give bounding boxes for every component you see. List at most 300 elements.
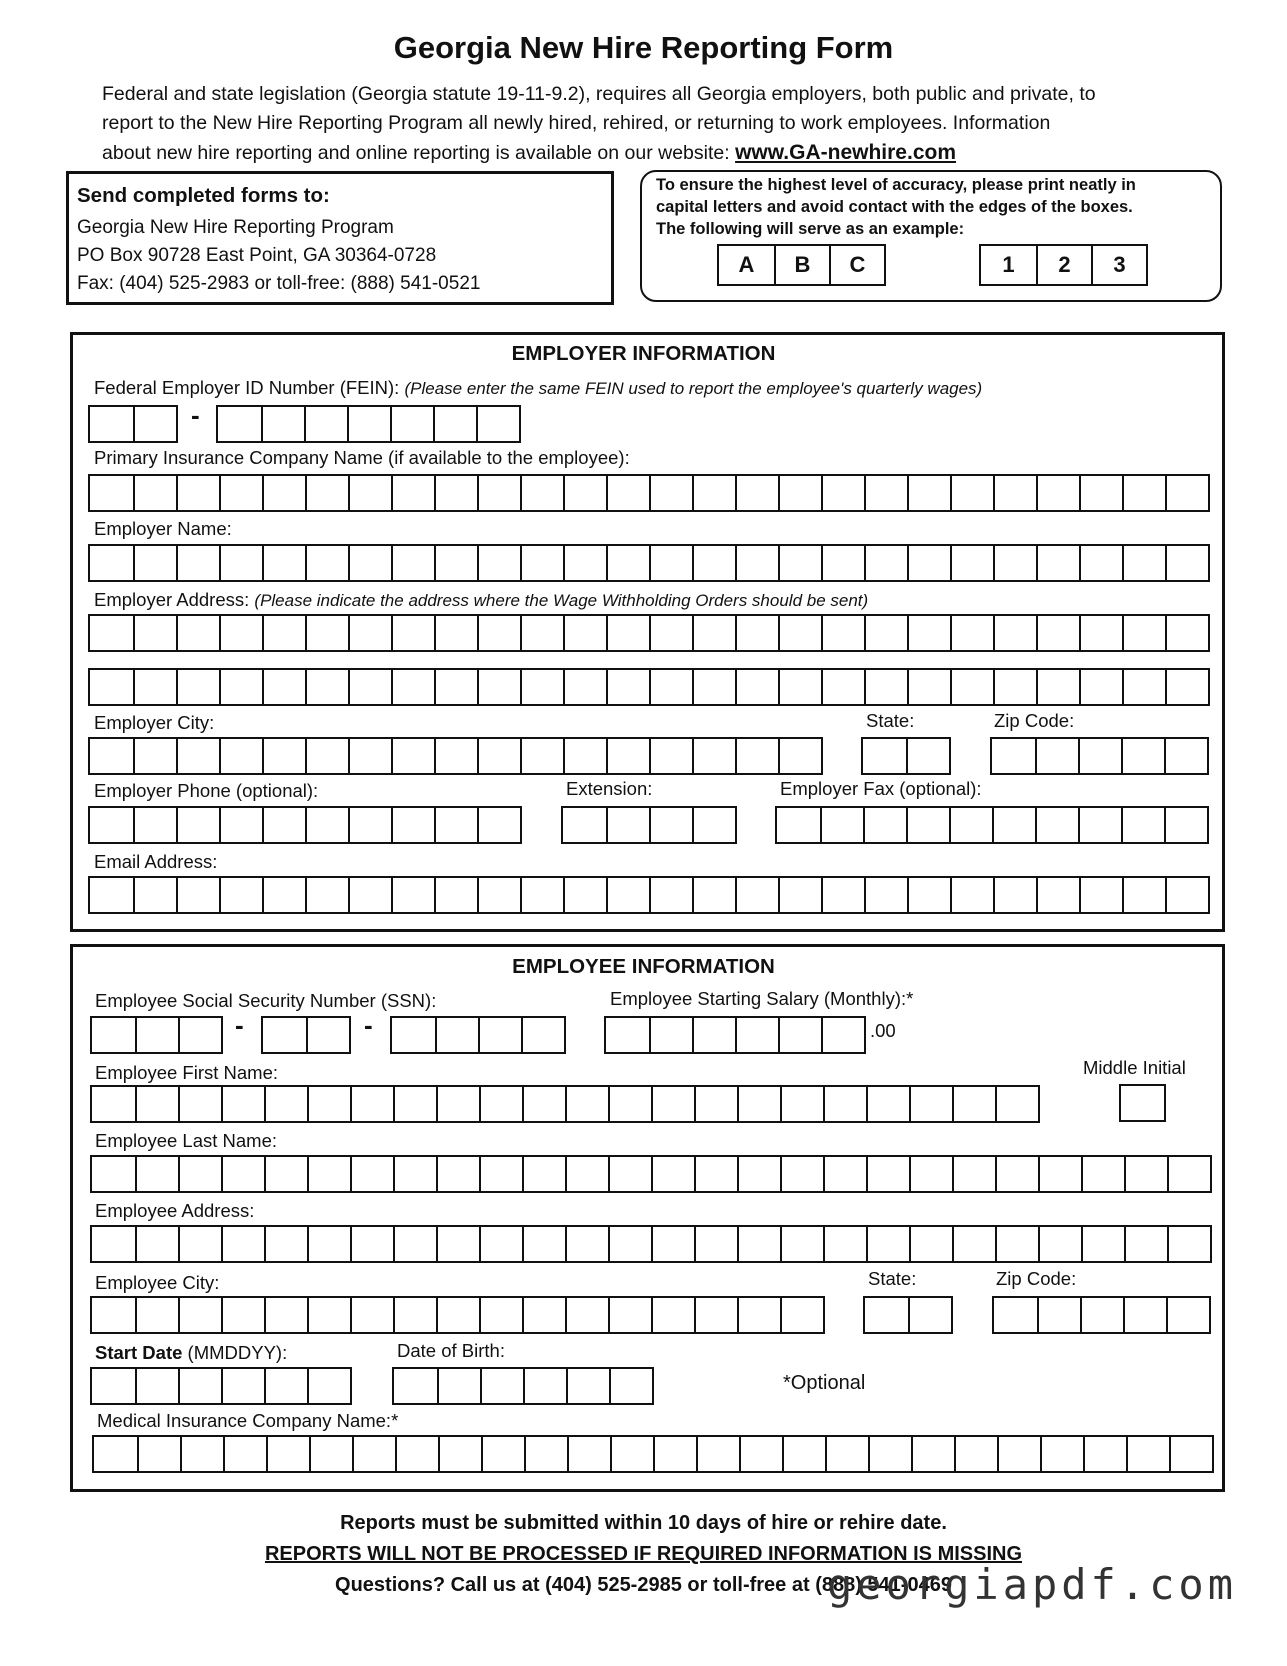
char-box[interactable] [92, 1298, 135, 1332]
char-box[interactable] [264, 1087, 307, 1121]
char-box[interactable] [395, 1437, 438, 1471]
char-box[interactable] [821, 1018, 864, 1052]
char-box[interactable] [436, 1298, 479, 1332]
char-box[interactable] [739, 1437, 782, 1471]
char-box[interactable] [262, 878, 305, 912]
char-box[interactable] [565, 1157, 608, 1191]
employer-name-input[interactable] [88, 544, 1210, 582]
employer-zip-input[interactable] [990, 737, 1209, 775]
ssn-area-input[interactable] [90, 1016, 223, 1054]
char-box[interactable] [219, 476, 262, 510]
char-box[interactable] [1079, 546, 1122, 580]
char-box[interactable] [778, 1018, 821, 1052]
char-box[interactable] [520, 739, 563, 773]
char-box[interactable] [350, 1227, 393, 1261]
char-box[interactable] [907, 878, 950, 912]
char-box[interactable] [1038, 1227, 1081, 1261]
char-box[interactable] [609, 1369, 652, 1403]
char-box[interactable] [262, 476, 305, 510]
char-box[interactable] [1122, 670, 1165, 704]
char-box[interactable] [565, 1227, 608, 1261]
char-box[interactable] [1038, 1157, 1081, 1191]
char-box[interactable] [735, 546, 778, 580]
char-box[interactable] [865, 1298, 908, 1332]
char-box[interactable] [137, 1437, 180, 1471]
char-box[interactable] [692, 1018, 735, 1052]
char-box[interactable] [610, 1437, 653, 1471]
char-box[interactable] [567, 1437, 610, 1471]
char-box[interactable] [692, 739, 735, 773]
char-box[interactable] [305, 546, 348, 580]
char-box[interactable] [778, 476, 821, 510]
char-box[interactable] [649, 878, 692, 912]
char-box[interactable] [694, 1087, 737, 1121]
char-box[interactable] [478, 1018, 521, 1052]
char-box[interactable] [907, 616, 950, 650]
char-box[interactable] [1126, 1437, 1169, 1471]
char-box[interactable] [737, 1227, 780, 1261]
char-box[interactable] [864, 546, 907, 580]
char-box[interactable] [135, 1298, 178, 1332]
char-box[interactable] [994, 1298, 1037, 1332]
char-box[interactable] [993, 476, 1036, 510]
char-box[interactable] [737, 1298, 780, 1332]
char-box[interactable] [863, 739, 906, 773]
char-box[interactable] [90, 739, 133, 773]
employer-fax-input[interactable] [775, 806, 1209, 844]
char-box[interactable] [522, 1157, 565, 1191]
char-box[interactable] [133, 546, 176, 580]
char-box[interactable] [262, 616, 305, 650]
char-box[interactable] [992, 808, 1035, 842]
char-box[interactable] [262, 808, 305, 842]
fein-prefix-input[interactable] [88, 405, 178, 443]
char-box[interactable] [1035, 808, 1078, 842]
char-box[interactable] [479, 1087, 522, 1121]
char-box[interactable] [262, 670, 305, 704]
char-box[interactable] [950, 670, 993, 704]
char-box[interactable] [176, 670, 219, 704]
char-box[interactable] [436, 1157, 479, 1191]
char-box[interactable] [521, 1018, 564, 1052]
char-box[interactable] [1165, 878, 1208, 912]
char-box[interactable] [391, 739, 434, 773]
char-box[interactable] [993, 670, 1036, 704]
char-box[interactable] [949, 808, 992, 842]
char-box[interactable] [993, 878, 1036, 912]
char-box[interactable] [523, 1369, 566, 1403]
char-box[interactable] [735, 739, 778, 773]
char-box[interactable] [992, 739, 1035, 773]
char-box[interactable] [563, 616, 606, 650]
char-box[interactable] [133, 808, 176, 842]
char-box[interactable] [350, 1087, 393, 1121]
char-box[interactable] [997, 1437, 1040, 1471]
char-box[interactable] [649, 546, 692, 580]
char-box[interactable] [1036, 616, 1079, 650]
char-box[interactable] [909, 1157, 952, 1191]
char-box[interactable] [92, 1369, 135, 1403]
char-box[interactable] [264, 1369, 307, 1403]
char-box[interactable] [649, 616, 692, 650]
char-box[interactable] [178, 1369, 221, 1403]
char-box[interactable] [348, 546, 391, 580]
char-box[interactable] [434, 878, 477, 912]
first-name-input[interactable] [90, 1085, 1040, 1123]
char-box[interactable] [735, 670, 778, 704]
char-box[interactable] [820, 808, 863, 842]
char-box[interactable] [1079, 878, 1122, 912]
char-box[interactable] [1040, 1437, 1083, 1471]
char-box[interactable] [178, 1157, 221, 1191]
char-box[interactable] [307, 1369, 350, 1403]
char-box[interactable] [435, 1018, 478, 1052]
char-box[interactable] [563, 878, 606, 912]
char-box[interactable] [649, 1018, 692, 1052]
char-box[interactable] [477, 476, 520, 510]
employee-city-input[interactable] [90, 1296, 825, 1334]
char-box[interactable] [864, 878, 907, 912]
char-box[interactable] [304, 407, 347, 441]
char-box[interactable] [692, 616, 735, 650]
char-box[interactable] [178, 1087, 221, 1121]
char-box[interactable] [393, 1157, 436, 1191]
char-box[interactable] [90, 878, 133, 912]
char-box[interactable] [778, 670, 821, 704]
char-box[interactable] [520, 878, 563, 912]
char-box[interactable] [778, 739, 821, 773]
char-box[interactable] [522, 1298, 565, 1332]
char-box[interactable] [1123, 1298, 1166, 1332]
char-box[interactable] [1083, 1437, 1126, 1471]
dob-input[interactable] [392, 1367, 654, 1405]
char-box[interactable] [178, 1298, 221, 1332]
char-box[interactable] [133, 476, 176, 510]
char-box[interactable] [307, 1298, 350, 1332]
char-box[interactable] [434, 616, 477, 650]
char-box[interactable] [606, 808, 649, 842]
char-box[interactable] [906, 808, 949, 842]
char-box[interactable] [433, 407, 476, 441]
char-box[interactable] [305, 808, 348, 842]
char-box[interactable] [391, 808, 434, 842]
char-box[interactable] [1165, 476, 1208, 510]
char-box[interactable] [651, 1298, 694, 1332]
char-box[interactable] [907, 670, 950, 704]
char-box[interactable] [778, 616, 821, 650]
char-box[interactable] [391, 546, 434, 580]
ssn-group-input[interactable] [261, 1016, 351, 1054]
char-box[interactable] [692, 546, 735, 580]
char-box[interactable] [393, 1298, 436, 1332]
char-box[interactable] [825, 1437, 868, 1471]
char-box[interactable] [821, 878, 864, 912]
website-link[interactable]: www.GA-newhire.com [735, 141, 956, 164]
char-box[interactable] [608, 1227, 651, 1261]
char-box[interactable] [563, 546, 606, 580]
char-box[interactable] [1124, 1227, 1167, 1261]
char-box[interactable] [92, 1157, 135, 1191]
char-box[interactable] [1081, 1157, 1124, 1191]
char-box[interactable] [907, 546, 950, 580]
char-box[interactable] [737, 1157, 780, 1191]
char-box[interactable] [950, 476, 993, 510]
char-box[interactable] [651, 1227, 694, 1261]
employee-zip-input[interactable] [992, 1296, 1211, 1334]
char-box[interactable] [477, 546, 520, 580]
char-box[interactable] [133, 739, 176, 773]
char-box[interactable] [90, 670, 133, 704]
char-box[interactable] [434, 546, 477, 580]
char-box[interactable] [520, 546, 563, 580]
char-box[interactable] [266, 1437, 309, 1471]
char-box[interactable] [92, 1018, 135, 1052]
char-box[interactable] [133, 407, 176, 441]
char-box[interactable] [952, 1087, 995, 1121]
char-box[interactable] [1165, 616, 1208, 650]
char-box[interactable] [780, 1087, 823, 1121]
char-box[interactable] [651, 1157, 694, 1191]
char-box[interactable] [606, 546, 649, 580]
char-box[interactable] [480, 1369, 523, 1403]
char-box[interactable] [563, 808, 606, 842]
extension-input[interactable] [561, 806, 737, 844]
char-box[interactable] [780, 1157, 823, 1191]
char-box[interactable] [479, 1298, 522, 1332]
char-box[interactable] [92, 1227, 135, 1261]
char-box[interactable] [1079, 616, 1122, 650]
char-box[interactable] [133, 670, 176, 704]
char-box[interactable] [90, 616, 133, 650]
employer-state-input[interactable] [861, 737, 951, 775]
char-box[interactable] [608, 1087, 651, 1121]
char-box[interactable] [954, 1437, 997, 1471]
char-box[interactable] [436, 1227, 479, 1261]
char-box[interactable] [908, 1298, 951, 1332]
char-box[interactable] [777, 808, 820, 842]
char-box[interactable] [868, 1437, 911, 1471]
char-box[interactable] [737, 1087, 780, 1121]
char-box[interactable] [437, 1369, 480, 1403]
char-box[interactable] [692, 878, 735, 912]
char-box[interactable] [821, 670, 864, 704]
char-box[interactable] [176, 878, 219, 912]
char-box[interactable] [649, 808, 692, 842]
char-box[interactable] [394, 1369, 437, 1403]
char-box[interactable] [1167, 1227, 1210, 1261]
char-box[interactable] [696, 1437, 739, 1471]
char-box[interactable] [606, 616, 649, 650]
char-box[interactable] [391, 476, 434, 510]
char-box[interactable] [221, 1298, 264, 1332]
char-box[interactable] [1165, 546, 1208, 580]
char-box[interactable] [1122, 878, 1165, 912]
salary-input[interactable] [604, 1016, 866, 1054]
char-box[interactable] [221, 1087, 264, 1121]
employer-address-line1-input[interactable] [88, 614, 1210, 652]
char-box[interactable] [1036, 670, 1079, 704]
char-box[interactable] [995, 1087, 1038, 1121]
char-box[interactable] [606, 1018, 649, 1052]
char-box[interactable] [180, 1437, 223, 1471]
char-box[interactable] [391, 878, 434, 912]
char-box[interactable] [692, 670, 735, 704]
char-box[interactable] [391, 616, 434, 650]
char-box[interactable] [694, 1298, 737, 1332]
char-box[interactable] [306, 1018, 349, 1052]
char-box[interactable] [821, 476, 864, 510]
char-box[interactable] [305, 878, 348, 912]
char-box[interactable] [993, 616, 1036, 650]
char-box[interactable] [1079, 670, 1122, 704]
char-box[interactable] [565, 1087, 608, 1121]
char-box[interactable] [911, 1437, 954, 1471]
char-box[interactable] [1122, 546, 1165, 580]
char-box[interactable] [735, 616, 778, 650]
char-box[interactable] [1124, 1157, 1167, 1191]
char-box[interactable] [950, 878, 993, 912]
char-box[interactable] [219, 546, 262, 580]
char-box[interactable] [778, 878, 821, 912]
char-box[interactable] [1167, 1157, 1210, 1191]
char-box[interactable] [219, 878, 262, 912]
char-box[interactable] [1078, 739, 1121, 773]
char-box[interactable] [135, 1227, 178, 1261]
employee-address-input[interactable] [90, 1225, 1212, 1263]
char-box[interactable] [135, 1369, 178, 1403]
char-box[interactable] [476, 407, 519, 441]
char-box[interactable] [522, 1227, 565, 1261]
char-box[interactable] [479, 1157, 522, 1191]
char-box[interactable] [221, 1157, 264, 1191]
char-box[interactable] [135, 1018, 178, 1052]
char-box[interactable] [392, 1018, 435, 1052]
char-box[interactable] [864, 476, 907, 510]
char-box[interactable] [563, 476, 606, 510]
char-box[interactable] [1122, 616, 1165, 650]
char-box[interactable] [1169, 1437, 1212, 1471]
char-box[interactable] [434, 670, 477, 704]
ssn-serial-input[interactable] [390, 1016, 566, 1054]
char-box[interactable] [133, 878, 176, 912]
char-box[interactable] [1036, 476, 1079, 510]
medical-insurance-input[interactable] [92, 1435, 1214, 1473]
char-box[interactable] [477, 739, 520, 773]
employee-state-input[interactable] [863, 1296, 953, 1334]
char-box[interactable] [906, 739, 949, 773]
char-box[interactable] [1078, 808, 1121, 842]
char-box[interactable] [94, 1437, 137, 1471]
char-box[interactable] [952, 1227, 995, 1261]
char-box[interactable] [305, 616, 348, 650]
char-box[interactable] [133, 616, 176, 650]
char-box[interactable] [863, 808, 906, 842]
last-name-input[interactable] [90, 1155, 1212, 1193]
char-box[interactable] [352, 1437, 395, 1471]
char-box[interactable] [90, 476, 133, 510]
char-box[interactable] [1164, 739, 1207, 773]
char-box[interactable] [348, 808, 391, 842]
char-box[interactable] [993, 546, 1036, 580]
char-box[interactable] [1036, 878, 1079, 912]
char-box[interactable] [606, 878, 649, 912]
char-box[interactable] [305, 670, 348, 704]
char-box[interactable] [821, 616, 864, 650]
char-box[interactable] [1036, 546, 1079, 580]
char-box[interactable] [348, 616, 391, 650]
fein-suffix-input[interactable] [216, 405, 521, 443]
employer-phone-input[interactable] [88, 806, 522, 844]
char-box[interactable] [782, 1437, 825, 1471]
char-box[interactable] [348, 670, 391, 704]
char-box[interactable] [90, 546, 133, 580]
char-box[interactable] [1079, 476, 1122, 510]
char-box[interactable] [520, 616, 563, 650]
char-box[interactable] [391, 670, 434, 704]
char-box[interactable] [566, 1369, 609, 1403]
email-input[interactable] [88, 876, 1210, 914]
char-box[interactable] [649, 739, 692, 773]
char-box[interactable] [434, 476, 477, 510]
char-box[interactable] [995, 1227, 1038, 1261]
char-box[interactable] [524, 1437, 567, 1471]
char-box[interactable] [522, 1087, 565, 1121]
char-box[interactable] [520, 670, 563, 704]
char-box[interactable] [606, 476, 649, 510]
char-box[interactable] [692, 476, 735, 510]
char-box[interactable] [1037, 1298, 1080, 1332]
char-box[interactable] [864, 616, 907, 650]
char-box[interactable] [219, 808, 262, 842]
char-box[interactable] [264, 1227, 307, 1261]
char-box[interactable] [263, 1018, 306, 1052]
char-box[interactable] [218, 407, 261, 441]
char-box[interactable] [823, 1227, 866, 1261]
char-box[interactable] [390, 407, 433, 441]
char-box[interactable] [866, 1157, 909, 1191]
char-box[interactable] [176, 476, 219, 510]
char-box[interactable] [176, 616, 219, 650]
char-box[interactable] [221, 1227, 264, 1261]
char-box[interactable] [950, 616, 993, 650]
char-box[interactable] [608, 1157, 651, 1191]
char-box[interactable] [649, 476, 692, 510]
char-box[interactable] [393, 1087, 436, 1121]
char-box[interactable] [262, 739, 305, 773]
char-box[interactable] [1164, 808, 1207, 842]
char-box[interactable] [995, 1157, 1038, 1191]
char-box[interactable] [864, 670, 907, 704]
char-box[interactable] [653, 1437, 696, 1471]
char-box[interactable] [1165, 670, 1208, 704]
char-box[interactable] [694, 1227, 737, 1261]
char-box[interactable] [223, 1437, 266, 1471]
char-box[interactable] [176, 808, 219, 842]
char-box[interactable] [563, 739, 606, 773]
char-box[interactable] [176, 546, 219, 580]
char-box[interactable] [477, 808, 520, 842]
char-box[interactable] [606, 670, 649, 704]
char-box[interactable] [348, 739, 391, 773]
char-box[interactable] [1121, 808, 1164, 842]
char-box[interactable] [735, 1018, 778, 1052]
char-box[interactable] [264, 1298, 307, 1332]
start-date-input[interactable] [90, 1367, 352, 1405]
char-box[interactable] [1121, 739, 1164, 773]
char-box[interactable] [347, 407, 390, 441]
char-box[interactable] [950, 546, 993, 580]
char-box[interactable] [305, 476, 348, 510]
